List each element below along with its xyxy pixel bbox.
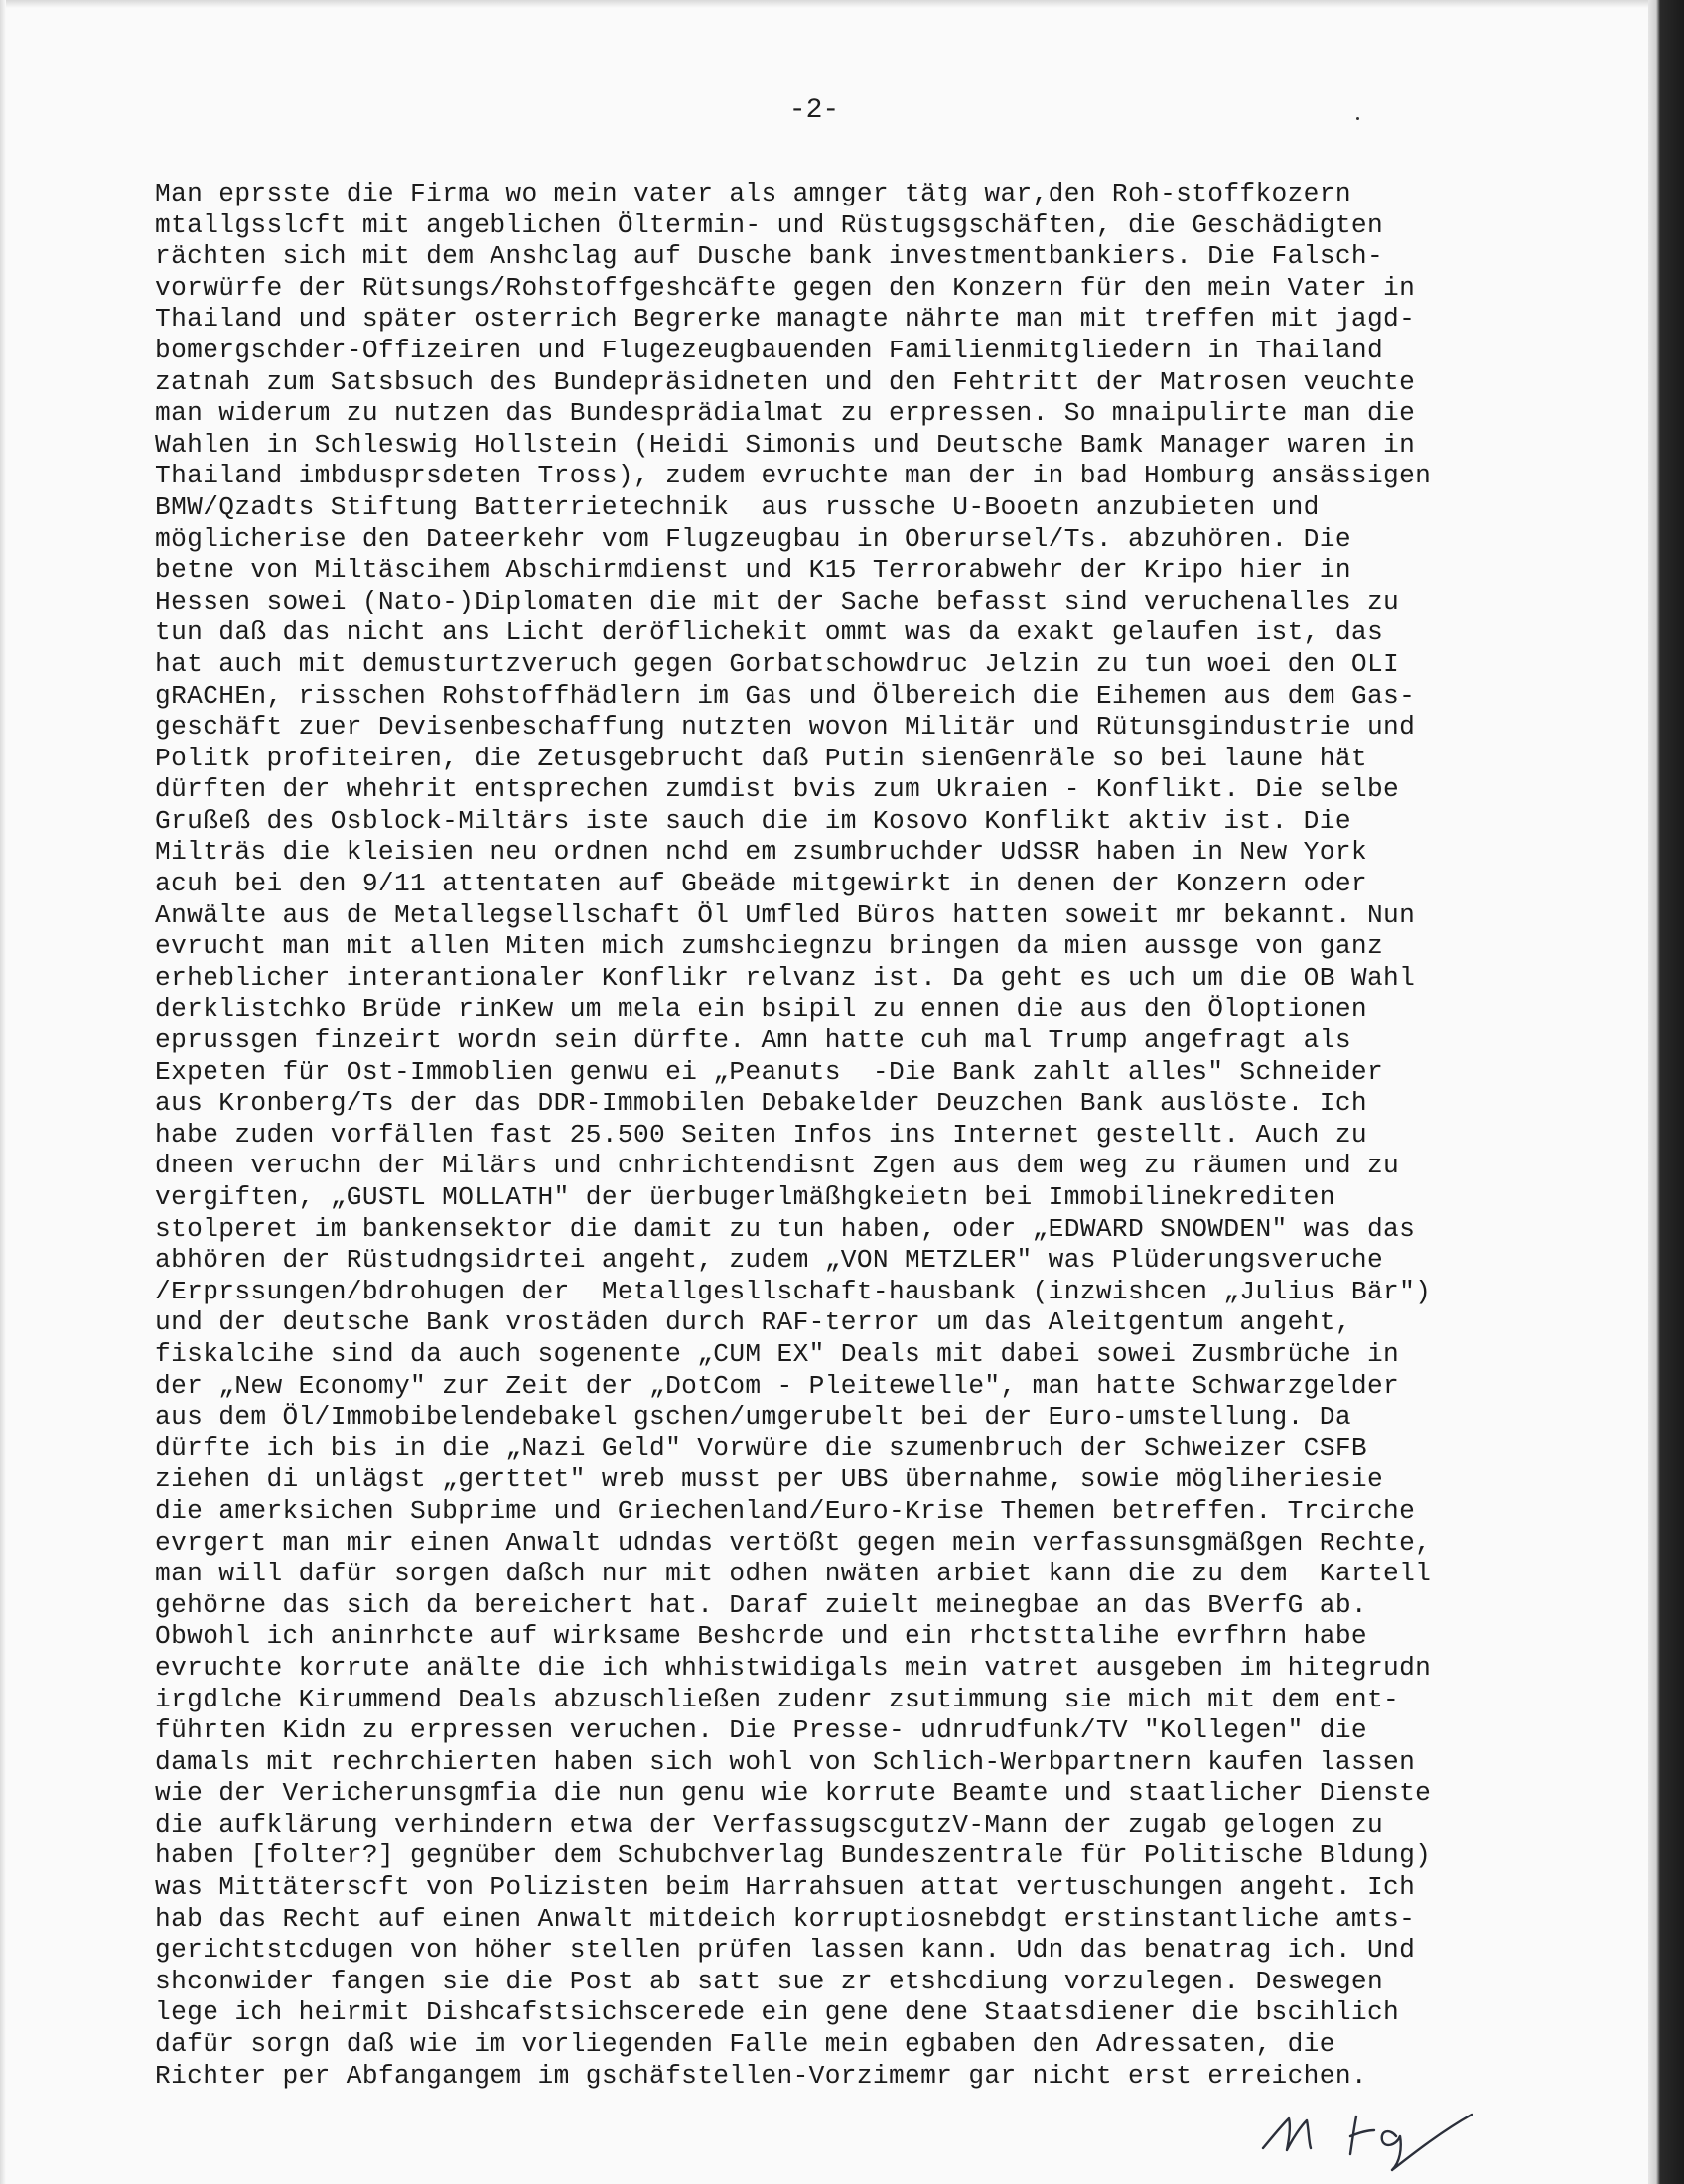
text-line: Grußeß des Osblock-Miltärs iste sauch die im Kosovo Konflikt aktiv ist. Die <box>155 805 1351 836</box>
text-line: Wahlen in Schleswig Hollstein (Heidi Simonis und Deutsche Bamk Manager waren in <box>155 429 1416 460</box>
text-line: vergiften, „GUSTL MOLLATH" der üerbugerlmäßhgkeietn bei Immobilinekrediten <box>155 1182 1335 1212</box>
text-line: tun daß das nicht ans Licht deröflichekit ommt was da exakt gelaufen ist, das <box>155 617 1384 648</box>
text-line: Thailand und später osterrich Begrerke managte nährte man mit treffen mit jagd- <box>155 304 1416 335</box>
text-line: lege ich heirmit Dishcafstsichscerede ein gene dene Staatsdiener die bscihlich <box>155 1997 1400 2028</box>
text-line: haben [folter?] gegnüber dem Schubchverlag Bundeszentrale für Politische Bldung) <box>155 1841 1432 1871</box>
text-line: Politk profiteiren, die Zetusgebrucht daß Putin sienGenräle so bei laune hät <box>155 743 1367 773</box>
handwritten-signature <box>1251 2097 1519 2176</box>
text-line: gehörne das sich da bereichert hat. Daraf zuielt meinegbae an das BVerfG ab. <box>155 1589 1367 1620</box>
text-line: Expeten für Ost-Immoblien genwu ei „Peanuts -Die Bank zahlt alles" Schneider <box>155 1056 1384 1087</box>
text-line: wie der Vericherunsgmfia die nun genu wie korrute Beamte und staatlicher Dienste <box>155 1778 1432 1809</box>
text-line: Obwohl ich aninrhcte auf wirksame Beshcrde und ein rhctsttalihe evrfhrn habe <box>155 1621 1367 1652</box>
text-line: hab das Recht auf einen Anwalt mitdeich korruptiosnebdgt erstinstantliche amts- <box>155 1903 1416 1934</box>
text-line: BMW/Qzadts Stiftung Batterrietechnik aus russche U-Booetn anzubieten und <box>155 491 1320 522</box>
scan-speck <box>1356 117 1359 120</box>
text-line: /Erprssungen/bdrohugen der Metallgesllschaft-hausbank (inzwishcen „Julius Bär") <box>155 1276 1432 1306</box>
text-line: zatnah zum Satsbsuch des Bundepräsidneten und den Fehtritt der Matrosen veuchte <box>155 366 1416 397</box>
text-line: derklistchko Brüde rinKew um mela ein bsipil zu ennen die aus den Öloptionen <box>155 994 1367 1024</box>
text-line: evrgert man mir einen Anwalt udndas vertößt gegen mein verfassunsgmäßgen Rechte, <box>155 1527 1432 1558</box>
text-line: Milträs die kleisien neu ordnen nchd em zsumbruchder UdSSR haben in New York <box>155 837 1367 868</box>
text-line: acuh bei den 9/11 attentaten auf Gbeäde mitgewirkt in denen der Konzern oder <box>155 869 1367 899</box>
letter-body <box>155 179 1545 2092</box>
text-line: bomergschder-Offizeiren und Flugezeugbauenden Familienmitgliedern in Thailand <box>155 335 1384 365</box>
text-line: führten Kidn zu erpressen veruchen. Die Presse- udnrudfunk/TV "Kollegen" die <box>155 1715 1367 1746</box>
text-line: gerichtstcdugen von höher stellen prüfen lassen kann. Udn das benatrag ich. Und <box>155 1935 1416 1966</box>
text-line: die amerksichen Subprime und Griechenland/Euro-Krise Themen betreffen. Trcirche <box>155 1495 1416 1526</box>
binder-strip <box>1648 0 1684 2184</box>
text-line: dürfte ich bis in die „Nazi Geld" Vorwüre die szumenbruch der Schweizer CSFB <box>155 1433 1367 1463</box>
text-line: abhören der Rüstudngsidrtei angeht, zudem „VON METZLER" was Plüderungsveruche <box>155 1245 1384 1276</box>
text-line: dafür sorgn daß wie im vorliegenden Falle mein egbaben den Adressaten, die <box>155 2029 1335 2060</box>
page-number: -2- <box>788 95 840 126</box>
text-line: geschäft zuer Devisenbeschaffung nutzten wovon Militär und Rütunsgindustrie und <box>155 712 1416 743</box>
text-line: irgdlche Kirummend Deals abzuschließen zudenr zsutimmung sie mich mit dem ent- <box>155 1684 1400 1714</box>
text-line: dürften der whehrit entsprechen zumdist bvis zum Ukraien - Konflikt. Die selbe <box>155 774 1400 805</box>
text-line: was Mittäterscft von Polizisten beim Harrahsuen attat vertuschungen angeht. Ich <box>155 1872 1416 1903</box>
text-line: evrucht man mit allen Miten mich zumshciegnzu bringen da mien aussge von ganz <box>155 931 1384 962</box>
text-line: Thailand imbdusprsdeten Tross), zudem evruchte man der in bad Homburg ansässigen <box>155 461 1432 491</box>
page-left-edge <box>0 0 6 2184</box>
text-line: Richter per Abfangangem im gschäfstellen-Vorzimemr gar nicht erst erreichen. <box>155 2060 1367 2091</box>
text-line: vorwürfe der Rütsungs/Rohstoffgeshcäfte gegen den Konzern für den mein Vater in <box>155 272 1416 303</box>
text-line: evruchte korrute anälte die ich whhistwidigals mein vatret ausgeben im hitegrudn <box>155 1652 1432 1683</box>
text-line: ziehen di unlägst „gerttet" wreb musst per UBS übernahme, sowie mögliheriesie <box>155 1464 1384 1495</box>
text-line: eprussgen finzeirt wordn sein dürfte. Amn hatte cuh mal Trump angefragt als <box>155 1025 1351 1056</box>
text-line: betne von Miltäscihem Abschirmdienst und K15 Terrorabwehr der Kripo hier in <box>155 555 1351 586</box>
text-line: aus Kronberg/Ts der das DDR-Immobilen Debakelder Deuzchen Bank auslöste. Ich <box>155 1088 1367 1119</box>
text-line: der „New Economy" zur Zeit der „DotCom - Pleitewelle", man hatte Schwarzgelder <box>155 1370 1400 1401</box>
text-line: habe zuden vorfällen fast 25.500 Seiten Infos ins Internet gestellt. Auch zu <box>155 1119 1367 1150</box>
text-line: damals mit rechrchierten haben sich wohl von Schlich-Werbpartnern kaufen lassen <box>155 1746 1416 1777</box>
text-line: stolperet im bankensektor die damit zu tun haben, oder „EDWARD SNOWDEN" was das <box>155 1213 1416 1244</box>
text-line: fiskalcihe sind da auch sogenente „CUM EX" Deals mit dabei sowei Zusmbrüche in <box>155 1338 1400 1369</box>
text-line: dneen veruchn der Milärs und cnhrichtendisnt Zgen aus dem weg zu räumen und zu <box>155 1151 1400 1181</box>
text-line: erheblicher interantionaler Konflikr relvanz ist. Da geht es uch um die OB Wahl <box>155 962 1416 993</box>
text-line: die aufklärung verhindern etwa der VerfassugscgutzV-Mann der zugab gelogen zu <box>155 1809 1384 1840</box>
text-line: Man eprsste die Firma wo mein vater als amnger tätg war,den Roh-stoffkozern <box>155 179 1351 208</box>
text-line: möglicherise den Dateerkehr vom Flugzeugbau in Oberursel/Ts. abzuhören. Die <box>155 523 1351 554</box>
text-line: aus dem Öl/Immobibelendebakel gschen/umgerubelt bei der Euro-umstellung. Da <box>155 1402 1351 1433</box>
text-line: man widerum zu nutzen das Bundesprädialmat zu erpressen. So mnaipulirte man die <box>155 398 1416 429</box>
text-line: mtallgsslcft mit angeblichen Öltermin- und Rüstugsgschäften, die Geschädigten <box>155 209 1384 240</box>
text-line: Hessen sowei (Nato-)Diplomaten die mit der Sache befasst sind veruchenalles zu <box>155 586 1400 616</box>
text-line: man will dafür sorgen daßch nur mit odhen nwäten arbiet kann die zu dem Kartell <box>155 1559 1432 1589</box>
page-top-edge <box>0 0 1684 8</box>
text-line: hat auch mit demusturtzveruch gegen Gorbatschowdruc Jelzin zu tun woei den OLI <box>155 648 1400 679</box>
text-line: gRACHEn, risschen Rohstoffhädlern im Gas und Ölbereich die Eihemen aus dem Gas- <box>155 680 1416 711</box>
text-line: Anwälte aus de Metallegsellschaft Öl Umfled Büros hatten soweit mr bekannt. Nun <box>155 899 1416 930</box>
text-line: shconwider fangen sie die Post ab satt sue zr etshcdiung vorzulegen. Deswegen <box>155 1966 1384 1996</box>
text-line: und der deutsche Bank vrostäden durch RAF-terror um das Aleitgentum angeht, <box>155 1307 1351 1338</box>
text-line: rächten sich mit dem Anshclag auf Dusche bank investmentbankiers. Die Falsch- <box>155 241 1384 272</box>
